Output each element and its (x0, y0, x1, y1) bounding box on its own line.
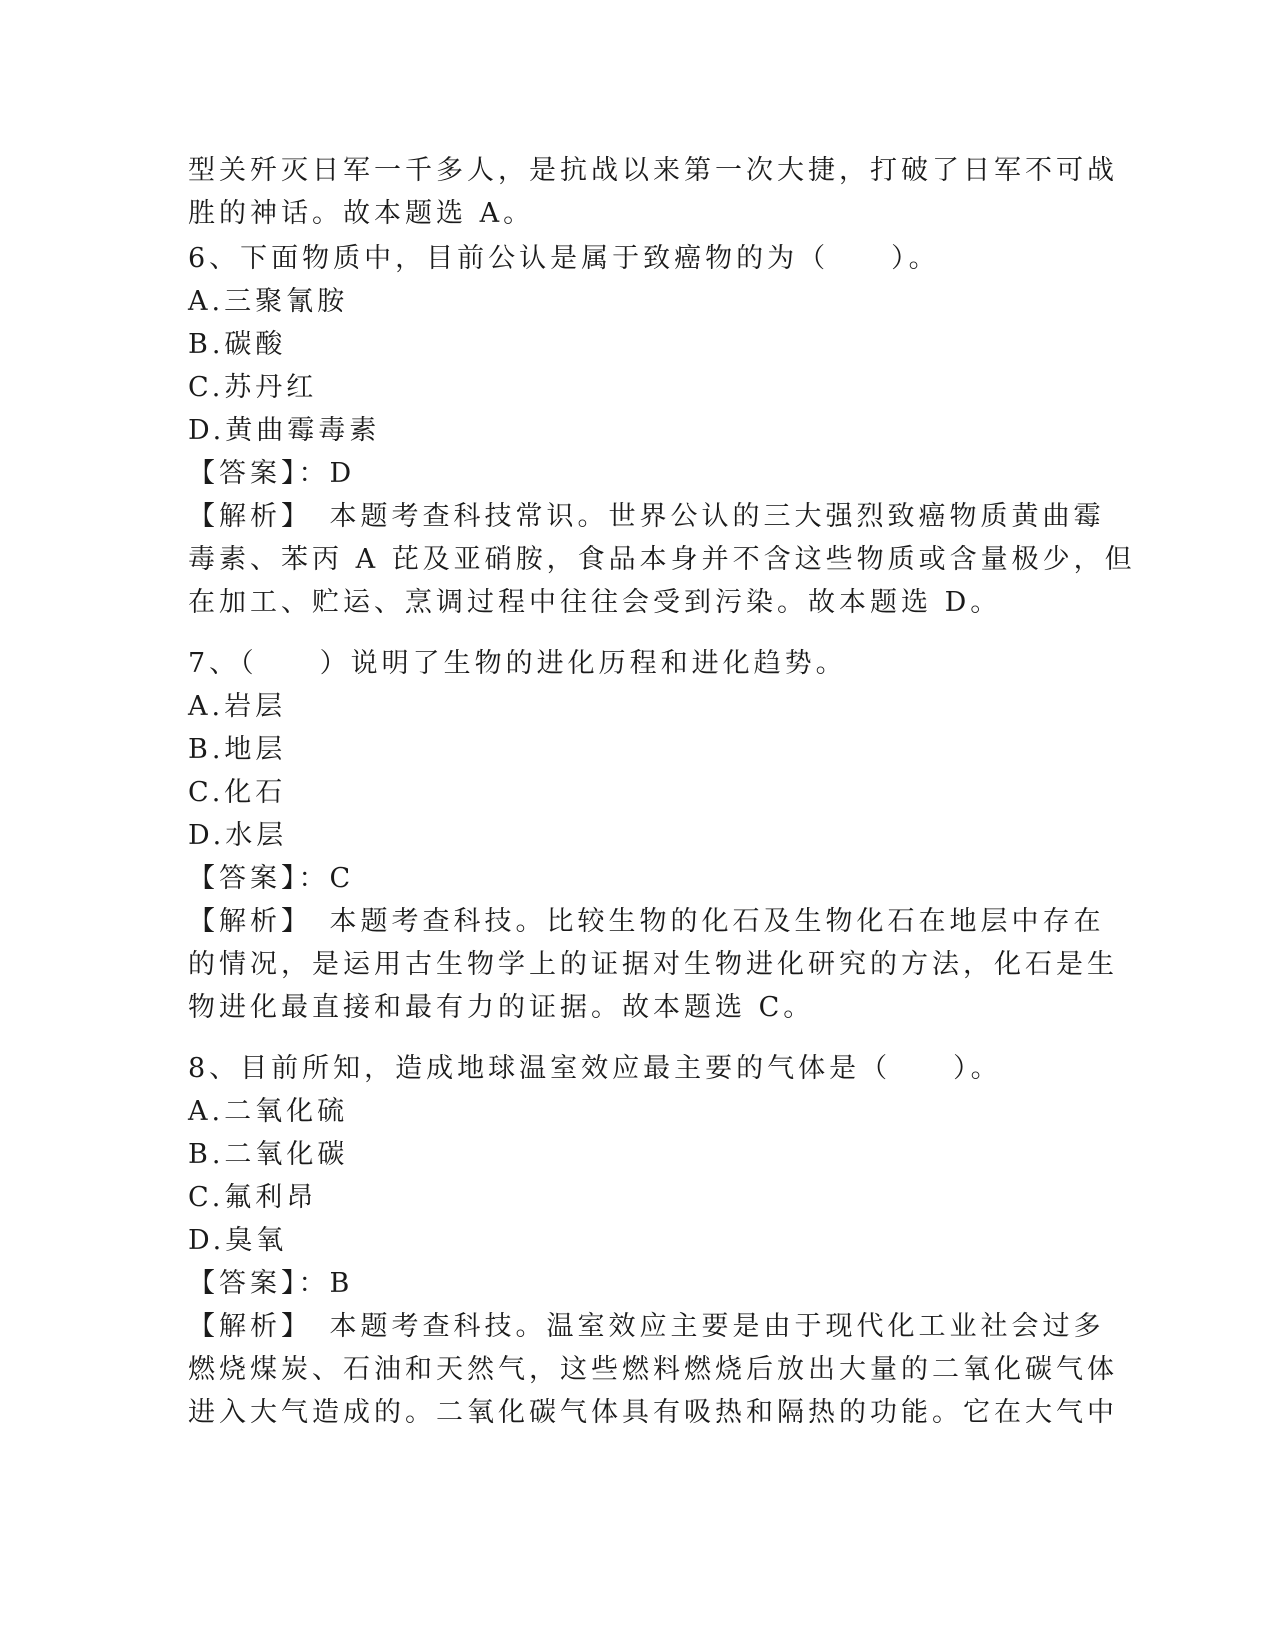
analysis-line: 在加工、贮运、烹调过程中往往会受到污染。故本题选 D。 (188, 587, 1002, 618)
option-d: D.水层 (188, 820, 288, 851)
option-c: C.氟利昂 (188, 1182, 318, 1213)
text-line: 型关歼灭日军一千多人，是抗战以来第一次大捷，打破了日军不可战 (188, 155, 1118, 186)
analysis-line: 进入大气造成的。二氧化碳气体具有吸热和隔热的功能。它在大气中 (188, 1397, 1118, 1428)
text-line: 胜的神话。故本题选 A。 (188, 198, 535, 229)
answer-line: 【答案】：C (188, 863, 355, 894)
answer-line: 【答案】：D (188, 458, 356, 489)
option-b: B.地层 (188, 734, 287, 765)
option-d: D.臭氧 (188, 1225, 288, 1256)
option-d: D.黄曲霉毒素 (188, 415, 381, 446)
previous-explanation-continued (188, 149, 1118, 235)
analysis-line: 【解析】 本题考查科技。温室效应主要是由于现代化工业社会过多 (188, 1311, 1105, 1342)
analysis-line: 毒素、苯丙 A 芘及亚硝胺，食品本身并不含这些物质或含量极少，但 (188, 544, 1136, 575)
option-c: C.苏丹红 (188, 372, 318, 403)
analysis-line: 【解析】 本题考查科技。比较生物的化石及生物化石在地层中存在 (188, 906, 1105, 937)
option-a: A.二氧化硫 (188, 1096, 349, 1127)
question-stem: 7、（ ）说明了生物的进化历程和进化趋势。 (188, 648, 847, 679)
analysis-line: 的情况，是运用古生物学上的证据对生物进化研究的方法，化石是生 (188, 949, 1118, 980)
analysis-line: 物进化最直接和最有力的证据。故本题选 C。 (188, 992, 815, 1023)
option-c: C.化石 (188, 777, 287, 808)
question-6 (188, 237, 1136, 624)
option-a: A.岩层 (188, 691, 287, 722)
question-7 (188, 642, 1118, 1029)
option-b: B.二氧化碳 (188, 1139, 349, 1170)
option-a: A.三聚氰胺 (188, 286, 349, 317)
question-8 (188, 1047, 1118, 1434)
analysis-line: 燃烧煤炭、石油和天然气，这些燃料燃烧后放出大量的二氧化碳气体 (188, 1354, 1118, 1385)
analysis-line: 【解析】 本题考查科技常识。世界公认的三大强烈致癌物质黄曲霉 (188, 501, 1105, 532)
question-stem: 8、目前所知，造成地球温室效应最主要的气体是（ ）。 (188, 1053, 1002, 1084)
option-b: B.碳酸 (188, 329, 287, 360)
question-stem: 6、下面物质中，目前公认是属于致癌物的为（ ）。 (188, 243, 940, 274)
answer-line: 【答案】：B (188, 1268, 354, 1299)
